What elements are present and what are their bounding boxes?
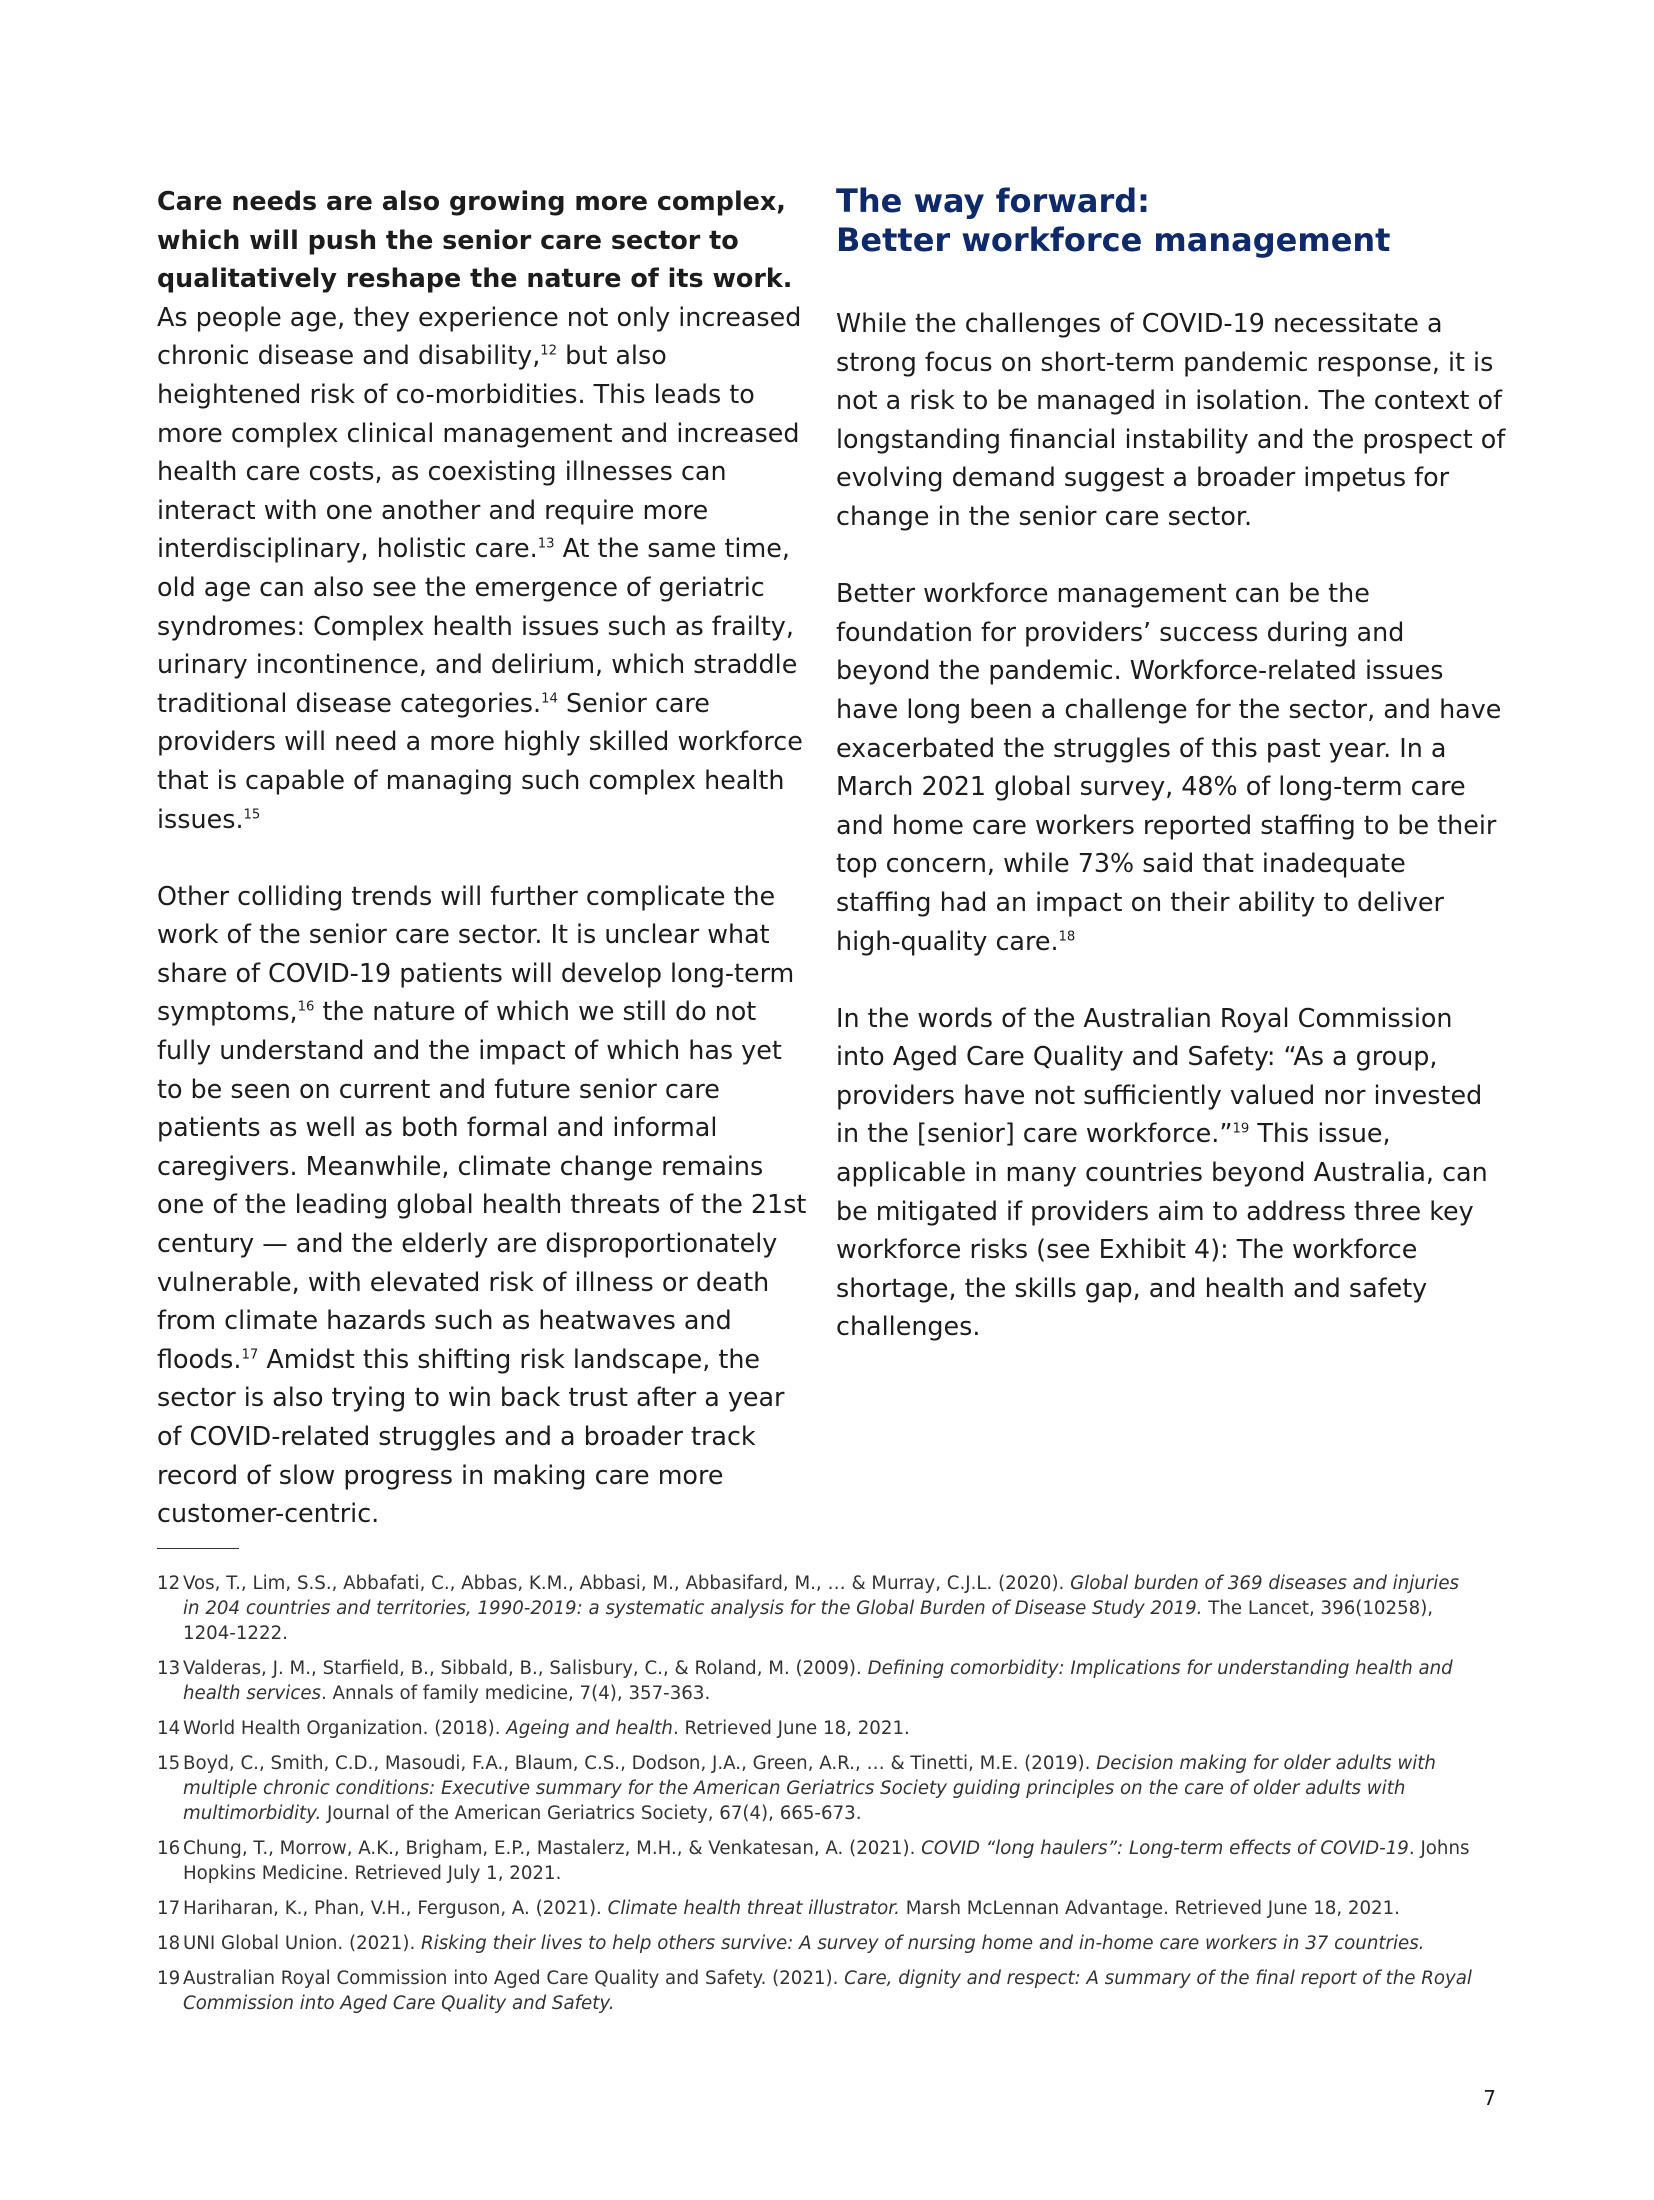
footnote-number: 17 xyxy=(157,1898,181,1919)
footnote xyxy=(157,1716,1477,1741)
footnote-text: Chung, T., Morrow, A.K., Brigham, E.P., Mastalerz, M.H., & Venkatesan, A. (2021). COVID “long haulers”: Long-term effects of COVID-19. Johns Hopkins Medicine. Retrieved July 1, 2021. xyxy=(183,1838,1470,1884)
footnote-title: Defining comorbidity: Implications for understanding health and health services xyxy=(183,1658,1453,1704)
body-text: As people age, they experience not only increased chronic disease and disability, xyxy=(157,301,802,371)
right-column xyxy=(836,182,1506,1385)
footnote-ref[interactable]: 18 xyxy=(1058,929,1076,945)
footnote-ref[interactable]: 15 xyxy=(243,807,261,823)
footnote-title: Climate health threat illustrator. xyxy=(607,1898,900,1919)
body-text: Other colliding trends will further complicate the work of the senior care sector. It is unclear what share of COVID-19 patients will develop long-term symptoms, xyxy=(157,880,795,1027)
footnote-number: 14 xyxy=(157,1718,181,1739)
footnote-number: 13 xyxy=(157,1658,181,1679)
footnote xyxy=(157,1751,1477,1826)
page-number: 7 xyxy=(1483,2086,1496,2110)
footnote-ref[interactable]: 19 xyxy=(1232,1122,1250,1137)
footnote-text: Vos, T., Lim, S.S., Abbafati, C., Abbas, K.M., Abbasi, M., Abbasifard, M., … & Murray, C.J.L. (2020). Global burden of 369 diseases and injuries in 204 countries and territories, 1990-2019: a systematic analysis for the Global Burden of Disease Study 2019. The Lancet, 396(10258), 1204-1222. xyxy=(183,1573,1460,1644)
section-heading xyxy=(836,182,1506,260)
footnote-title: Decision making for older adults with multiple chronic conditions: Executive summary for the American Geriatrics Society guiding principles on the care of older adults with multimorbidity. xyxy=(183,1753,1436,1824)
footnote-title: Care, dignity and respect: A summary of the final report of the Royal Commission into Aged Care Quality and Safety. xyxy=(183,1968,1472,2014)
footnote-title: COVID “long haulers”: Long-term effects of COVID-19 xyxy=(921,1838,1409,1859)
footnote-text: Hariharan, K., Phan, V.H., Ferguson, A. (2021). Climate health threat illustrator. Marsh McLennan Advantage. Retrieved June 18, 2021. xyxy=(183,1898,1400,1919)
footnote xyxy=(157,1896,1477,1921)
footnote xyxy=(157,1966,1477,2016)
body-text: At the same time, old age can also see the emergence of geriatric syndromes: Complex health issues such as frailty, urinary incontinence, and delirium, which straddle traditional disease categories. xyxy=(157,533,798,718)
footnote-text: Boyd, C., Smith, C.D., Masoudi, F.A., Blaum, C.S., Dodson, J.A., Green, A.R., … & Tinetti, M.E. (2019). Decision making for older adults with multiple chronic conditions: Executive summary for the American Geriatrics Society guiding principles on the care of older adults with multimorbidity. Journal of the American Geriatrics Society, 67(4), 665-673. xyxy=(183,1753,1436,1824)
body-text: Better workforce management can be the foundation for providers’ success during and beyond the pandemic. Workforce-related issues have long been a challenge for the sector, and have exacerbated the struggles of this past year. In a March 2021 global survey, 48% of long-term care and home care workers reported staffing to be their top concern, while 73% said that inadequate staffing had an impact on their ability to deliver high-quality care. xyxy=(836,578,1502,956)
footnote-ref[interactable]: 13 xyxy=(537,536,555,552)
footnote-number: 18 xyxy=(157,1933,181,1954)
footnote-ref[interactable]: 12 xyxy=(540,343,558,359)
body-text: the nature of which we still do not fully understand and the impact of which has yet to be seen on current and future senior care patients as well as both formal and informal caregivers. Meanwhile, climate change remains one of the leading global health threats of the 21st century — and the elderly are disproportionately vulnerable, with elevated risk of illness or death from climate hazards such as heatwaves and floods. xyxy=(157,996,807,1374)
footnote xyxy=(157,1571,1477,1646)
footnote-ref[interactable]: 14 xyxy=(541,691,558,707)
heading-line-2: Better workforce management xyxy=(836,221,1391,259)
body-text: Senior care providers will need a more highly skilled workforce that is capable of managing such complex health issues. xyxy=(157,687,803,834)
paragraph-covid-challenges: While the challenges of COVID-19 necessitate a strong focus on short-term pandemic response, it is not a risk to be managed in isolation. The context of longstanding financial instability and the prospect of evolving demand suggest a broader impetus for change in the senior care sector. xyxy=(836,308,1506,531)
footnote xyxy=(157,1931,1477,1956)
footnote-ref[interactable]: 16 xyxy=(297,1000,315,1015)
footnote-text: Australian Royal Commission into Aged Care Quality and Safety. (2021). Care, dignity and respect: A summary of the final report of the Royal Commission into Aged Care Quality and Safety. xyxy=(183,1968,1472,2014)
footnote-number: 15 xyxy=(157,1753,181,1774)
body-text: In the words of the Australian Royal Commission into Aged Care Quality and Safety: “As a group, providers have not sufficiently valued nor invested in the [senior] care workforce.” xyxy=(836,1002,1483,1149)
footnote-title: Ageing and health xyxy=(506,1718,673,1739)
footnote-number: 19 xyxy=(157,1968,181,1989)
paragraph-royal-commission xyxy=(836,999,1506,1346)
footnote-number: 16 xyxy=(157,1838,181,1859)
footnote-divider xyxy=(157,1548,239,1549)
paragraph-workforce-management xyxy=(836,574,1506,960)
heading-line-1: The way forward: xyxy=(836,182,1150,220)
paragraph-care-needs xyxy=(157,182,807,838)
paragraph-colliding-trends xyxy=(157,877,807,1533)
footnote-text: Valderas, J. M., Starfield, B., Sibbald, B., Salisbury, C., & Roland, M. (2009). Defining comorbidity: Implications for understanding health and health services. Annals of family medicine, 7(4), 357-363. xyxy=(183,1658,1453,1704)
footnote-title: Global burden of 369 diseases and injuries in 204 countries and territories, 1990-2019: a systematic analysis for the Global Burden of Disease Study 2019. xyxy=(183,1573,1460,1619)
footnote-text: UNI Global Union. (2021). Risking their lives to help others survive: A survey of nursing home and in-home care workers in 37 countries. xyxy=(183,1933,1425,1954)
footnotes xyxy=(157,1571,1477,2026)
footnote xyxy=(157,1836,1477,1886)
footnote-number: 12 xyxy=(157,1573,181,1594)
body-text: but also heightened risk of co-morbidities. This leads to more complex clinical management and increased health care costs, as coexisting illnesses can interact with one another and require more interdisciplinary, holistic care. xyxy=(157,340,800,564)
body-text: Amidst this shifting risk landscape, the sector is also trying to win back trust after a year of COVID-related struggles and a broader track record of slow progress in making care more customer-centric. xyxy=(157,1343,785,1529)
left-column xyxy=(157,182,807,1571)
footnote-text: World Health Organization. (2018). Ageing and health. Retrieved June 18, 2021. xyxy=(183,1718,910,1739)
lead-sentence: Care needs are also growing more complex, which will push the senior care sector to qualitatively reshape the nature of its work. xyxy=(157,186,793,294)
footnote-ref[interactable]: 17 xyxy=(241,1347,259,1363)
body-text: This issue, applicable in many countries beyond Australia, can be mitigated if providers aim to address three key workforce risks (see Exhibit 4): The workforce shortage, the skills gap, and health and safety challenges. xyxy=(836,1118,1488,1342)
footnote xyxy=(157,1656,1477,1706)
footnote-title: Risking their lives to help others survive: A survey of nursing home and in-home care workers in 37 countries. xyxy=(421,1933,1425,1954)
